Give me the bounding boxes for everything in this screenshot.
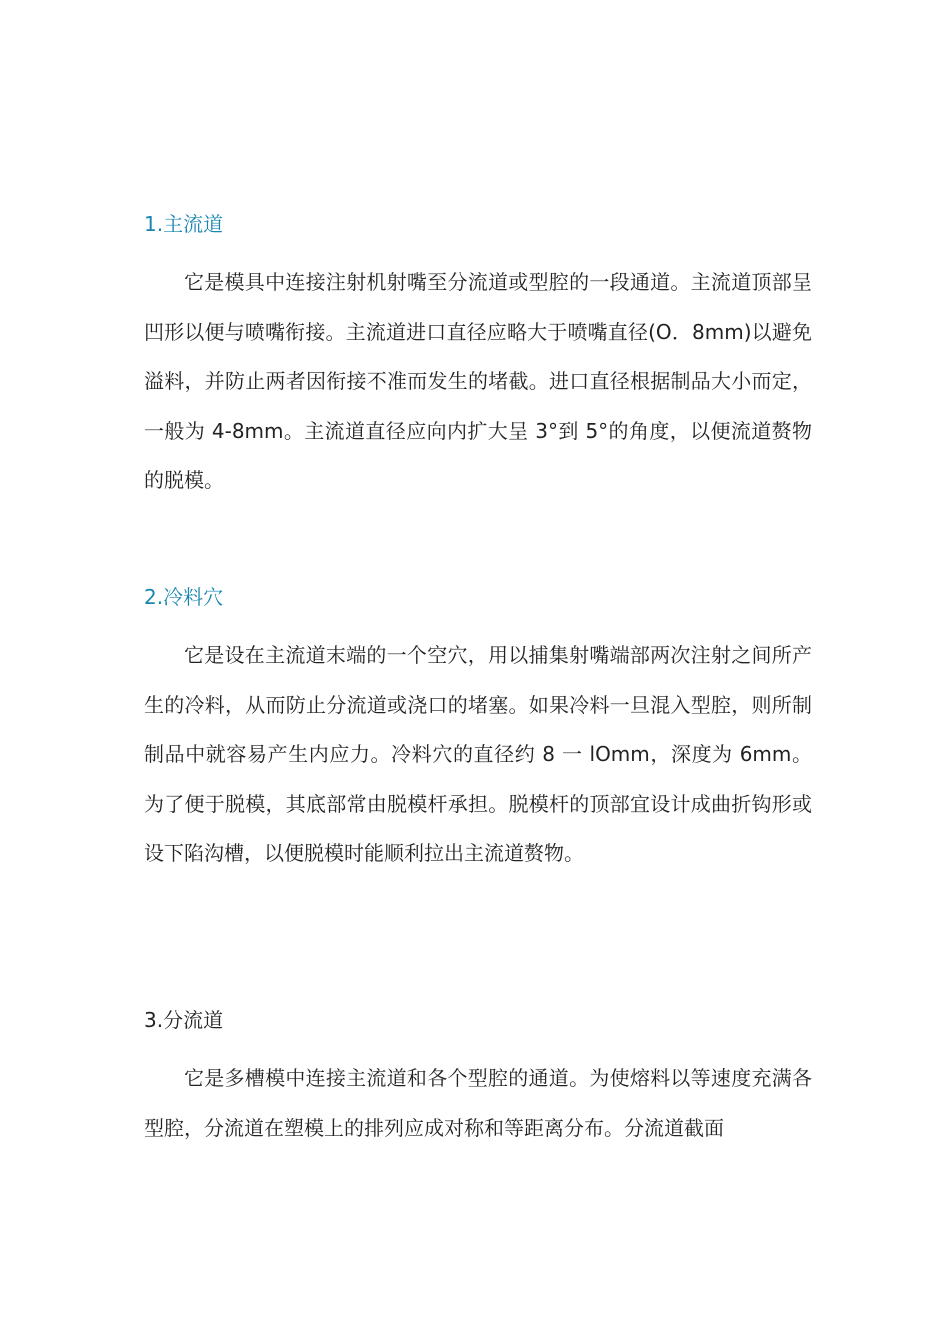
section-cold-slug-well: [144, 583, 812, 879]
section-paragraph: 它是多槽模中连接主流道和各个型腔的通道。为使熔料以等速度充满各型腔，分流道在塑模上的排列应成对称和等距离分布。分流道截面: [144, 1066, 812, 1140]
section-paragraph: 它是模具中连接注射机射嘴至分流道或型腔的一段通道。主流道顶部呈凹形以便与喷嘴衔接。主流道进口直径应略大于喷嘴直径(O．8mm)以避免溢料，并防止两者因衔接不准而发生的堵截。进口直径根据制品大小而定，一般为 4-8mm。主流道直径应向内扩大呈 3°到 5°的角度，以便流道赘物的脱模。: [144, 270, 812, 492]
section-heading: 3.分流道: [144, 1008, 224, 1032]
section-heading: 1.主流道: [144, 212, 224, 236]
section-main-runner: [144, 210, 812, 506]
section-paragraph: 它是设在主流道末端的一个空穴，用以捕集射嘴端部两次注射之间所产生的冷料，从而防止分流道或浇口的堵塞。如果冷料一旦混入型腔，则所制制品中就容易产生内应力。冷料穴的直径约 8 一 lOmm，深度为 6mm。为了便于脱模，其底部常由脱模杆承担。脱模杆的顶部宜设计成曲折钩形或设下陷沟槽，以便脱模时能顺利拉出主流道赘物。: [144, 643, 812, 865]
section-sub-runner: [144, 1006, 812, 1153]
section-heading: 2.冷料穴: [144, 585, 224, 609]
